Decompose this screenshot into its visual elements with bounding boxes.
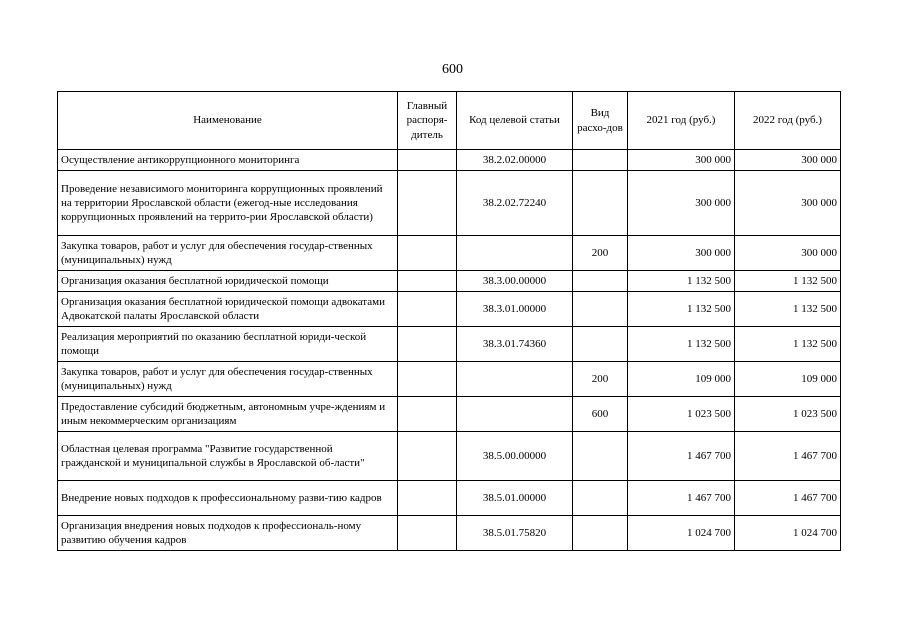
cell-code: 38.3.00.00000 bbox=[457, 271, 573, 292]
table-row bbox=[58, 292, 841, 327]
cell-manager bbox=[398, 171, 457, 236]
cell-type bbox=[573, 432, 628, 481]
cell-2022: 1 467 700 bbox=[735, 481, 841, 516]
table-row bbox=[58, 432, 841, 481]
cell-manager bbox=[398, 516, 457, 551]
cell-manager bbox=[398, 150, 457, 171]
table-header-row bbox=[58, 92, 841, 150]
cell-code: 38.3.01.00000 bbox=[457, 292, 573, 327]
cell-manager bbox=[398, 236, 457, 271]
cell-type bbox=[573, 292, 628, 327]
table-row bbox=[58, 397, 841, 432]
cell-name: Закупка товаров, работ и услуг для обеспечения государ-ственных (муниципальных) нужд bbox=[58, 362, 398, 397]
cell-2021: 1 023 500 bbox=[628, 397, 735, 432]
cell-2022: 109 000 bbox=[735, 362, 841, 397]
cell-code: 38.5.01.75820 bbox=[457, 516, 573, 551]
page-number: 600 bbox=[442, 62, 463, 77]
budget-table bbox=[57, 91, 841, 551]
cell-code: 38.2.02.00000 bbox=[457, 150, 573, 171]
cell-2022: 1 467 700 bbox=[735, 432, 841, 481]
cell-type bbox=[573, 481, 628, 516]
cell-code: 38.3.01.74360 bbox=[457, 327, 573, 362]
cell-2021: 300 000 bbox=[628, 171, 735, 236]
cell-2021: 300 000 bbox=[628, 236, 735, 271]
cell-2022: 1 024 700 bbox=[735, 516, 841, 551]
cell-manager bbox=[398, 397, 457, 432]
cell-2022: 1 023 500 bbox=[735, 397, 841, 432]
cell-name: Внедрение новых подходов к профессиональному разви-тию кадров bbox=[58, 481, 398, 516]
table-row bbox=[58, 171, 841, 236]
cell-name: Организация оказания бесплатной юридической помощи адвокатами Адвокатской палаты Ярославской области bbox=[58, 292, 398, 327]
cell-name: Проведение независимого мониторинга коррупционных проявлений на территории Ярославской области (ежегод-ные исследования коррупционных проявлений на террито-рии Ярославской области) bbox=[58, 171, 398, 236]
cell-2021: 1 467 700 bbox=[628, 481, 735, 516]
cell-type bbox=[573, 171, 628, 236]
cell-manager bbox=[398, 327, 457, 362]
cell-manager bbox=[398, 292, 457, 327]
cell-type: 200 bbox=[573, 236, 628, 271]
cell-2022: 1 132 500 bbox=[735, 292, 841, 327]
table-row bbox=[58, 481, 841, 516]
cell-2021: 1 467 700 bbox=[628, 432, 735, 481]
cell-name: Областная целевая программа "Развитие государственной гражданской и муниципальной службы в Ярославской об-ласти" bbox=[58, 432, 398, 481]
cell-code: 38.5.01.00000 bbox=[457, 481, 573, 516]
cell-2022: 300 000 bbox=[735, 236, 841, 271]
table-row bbox=[58, 150, 841, 171]
cell-name: Предоставление субсидий бюджетным, автономным учре-ждениям и иным некоммерческим организациям bbox=[58, 397, 398, 432]
cell-2022: 300 000 bbox=[735, 171, 841, 236]
cell-code bbox=[457, 236, 573, 271]
table-row bbox=[58, 516, 841, 551]
cell-name: Осуществление антикоррупционного мониторинга bbox=[58, 150, 398, 171]
cell-name: Закупка товаров, работ и услуг для обеспечения государ-ственных (муниципальных) нужд bbox=[58, 236, 398, 271]
cell-manager bbox=[398, 362, 457, 397]
table-row bbox=[58, 362, 841, 397]
cell-code: 38.2.02.72240 bbox=[457, 171, 573, 236]
cell-name: Реализация мероприятий по оказанию бесплатной юриди-ческой помощи bbox=[58, 327, 398, 362]
cell-2021: 1 132 500 bbox=[628, 327, 735, 362]
cell-code bbox=[457, 397, 573, 432]
cell-type bbox=[573, 150, 628, 171]
table-row bbox=[58, 271, 841, 292]
column-header-name: Наименование bbox=[58, 92, 398, 150]
cell-2021: 1 132 500 bbox=[628, 271, 735, 292]
cell-type: 200 bbox=[573, 362, 628, 397]
cell-2021: 1 024 700 bbox=[628, 516, 735, 551]
cell-2021: 109 000 bbox=[628, 362, 735, 397]
cell-manager bbox=[398, 271, 457, 292]
cell-type bbox=[573, 516, 628, 551]
cell-code: 38.5.00.00000 bbox=[457, 432, 573, 481]
column-header-main-manager: Главный распоря-дитель bbox=[398, 92, 457, 150]
column-header-target-code: Код целевой статьи bbox=[457, 92, 573, 150]
cell-2022: 300 000 bbox=[735, 150, 841, 171]
cell-type bbox=[573, 271, 628, 292]
column-header-expense-type: Вид расхо-дов bbox=[573, 92, 628, 150]
cell-2022: 1 132 500 bbox=[735, 327, 841, 362]
cell-type: 600 bbox=[573, 397, 628, 432]
cell-code bbox=[457, 362, 573, 397]
cell-name: Организация оказания бесплатной юридической помощи bbox=[58, 271, 398, 292]
column-header-year-2021: 2021 год (руб.) bbox=[628, 92, 735, 150]
cell-2021: 1 132 500 bbox=[628, 292, 735, 327]
table-row bbox=[58, 236, 841, 271]
cell-2022: 1 132 500 bbox=[735, 271, 841, 292]
cell-type bbox=[573, 327, 628, 362]
cell-manager bbox=[398, 432, 457, 481]
cell-name: Организация внедрения новых подходов к профессиональ-ному развитию обучения кадров bbox=[58, 516, 398, 551]
table-row bbox=[58, 327, 841, 362]
column-header-year-2022: 2022 год (руб.) bbox=[735, 92, 841, 150]
cell-2021: 300 000 bbox=[628, 150, 735, 171]
cell-manager bbox=[398, 481, 457, 516]
